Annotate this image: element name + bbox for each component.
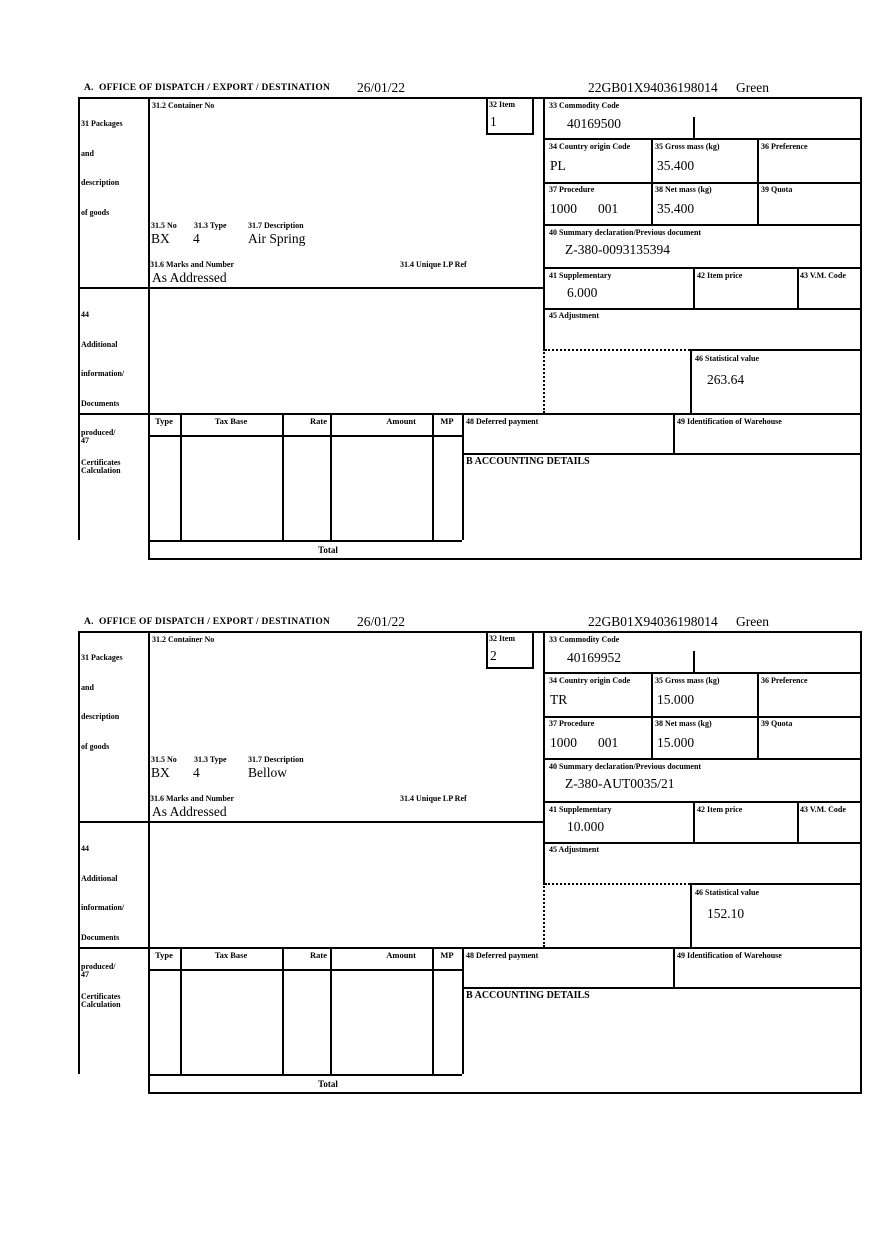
section-header: [78, 80, 862, 97]
label-line: 44: [81, 310, 89, 319]
marks-and-number-value: As Addressed: [152, 270, 227, 285]
box-35-gross-mass-label: 35 Gross mass (kg): [655, 676, 720, 685]
grid-line: [693, 801, 695, 842]
goods-description-value: Air Spring: [248, 231, 306, 246]
grid-line: [690, 349, 862, 351]
mrn-reference: 22GB01X94036198014: [588, 614, 718, 629]
box-49-warehouse-label: 49 Identification of Warehouse: [677, 951, 782, 960]
box-31-2-container-no-label: 31.2 Container No: [152, 101, 215, 110]
grid-line: [543, 631, 545, 883]
item-form: [78, 97, 862, 562]
box-34-country-origin-label: 34 Country origin Code: [549, 142, 631, 151]
mrn-reference: 22GB01X94036198014: [588, 80, 718, 95]
calc-col-rate: Rate: [310, 950, 327, 960]
commodity-code-value: 40169500: [567, 116, 621, 131]
box-46-statistical-value-label: 46 Statistical value: [695, 354, 759, 363]
grid-line: [543, 349, 545, 413]
calc-col-rate: Rate: [310, 416, 327, 426]
label-line: Additional: [81, 339, 118, 349]
grid-line: [545, 716, 862, 718]
grid-line: [690, 349, 692, 413]
label-line: 47: [81, 970, 89, 979]
box-31-packages-label: [81, 100, 123, 236]
box-32-item-label: 32 Item: [489, 100, 515, 109]
box-39-quota-label: 39 Quota: [761, 185, 793, 194]
label-line: Documents: [81, 398, 120, 408]
box-45-adjustment-label: 45 Adjustment: [549, 845, 600, 854]
procedure-value: 1000: [550, 735, 577, 750]
calc-col-mp: MP: [440, 416, 454, 426]
box-33-commodity-code-label: 33 Commodity Code: [549, 101, 620, 110]
grid-line: [860, 631, 862, 1094]
item-form: [78, 631, 862, 1096]
grid-line: [78, 631, 862, 633]
box-43-vm-code-label: 43 V.M. Code: [800, 805, 846, 814]
box-31-7-description-label: 31.7 Description: [248, 755, 304, 764]
grid-line: [462, 987, 862, 989]
box-47-calculation-label: [81, 951, 121, 1028]
grid-line: [693, 651, 695, 672]
grid-line: [462, 453, 862, 455]
grid-line: [78, 631, 80, 1074]
box-31-packages-label: [81, 634, 123, 770]
grid-line: [545, 267, 862, 269]
sad-item-section: [78, 80, 862, 562]
total-label: Total: [318, 1079, 338, 1089]
gross-mass-value: 15.000: [657, 692, 695, 707]
grid-line: [180, 947, 182, 1074]
grid-line: [486, 631, 488, 667]
grid-line: [545, 224, 862, 226]
country-origin-value: TR: [550, 692, 568, 707]
summary-declaration-value: Z-380-AUT0035/21: [565, 776, 675, 791]
procedure-2-value: 001: [598, 735, 619, 750]
grid-line: [148, 540, 462, 542]
box-39-quota-label: 39 Quota: [761, 719, 793, 728]
sad-item-section: [78, 614, 862, 1096]
calc-col-type: Type: [155, 416, 173, 426]
box-31-6-marks-label: 31.6 Marks and Number: [150, 794, 235, 803]
statistical-value: 263.64: [707, 372, 745, 387]
grid-line: [757, 672, 759, 758]
box-40-summary-declaration-label: 40 Summary declaration/Previous document: [549, 228, 702, 237]
label-line: Calculation: [81, 465, 121, 475]
label-line: 47: [81, 436, 89, 445]
grid-line: [486, 667, 534, 669]
grid-line: [486, 133, 534, 135]
box-47-calculation-label: [81, 417, 121, 494]
box-38-net-mass-label: 38 Net mass (kg): [655, 719, 712, 728]
grid-line: [432, 413, 434, 540]
office-of-dispatch-label: A. OFFICE OF DISPATCH / EXPORT / DESTINATION: [84, 617, 331, 627]
total-label: Total: [318, 545, 338, 555]
calc-col-amount: Amount: [386, 950, 416, 960]
label-line: of goods: [81, 207, 110, 217]
box-38-net-mass-label: 38 Net mass (kg): [655, 185, 712, 194]
box-49-warehouse-label: 49 Identification of Warehouse: [677, 417, 782, 426]
label-line: description: [81, 178, 120, 187]
grid-line: [797, 801, 799, 842]
box-32-item-label: 32 Item: [489, 634, 515, 643]
office-of-dispatch-label: A. OFFICE OF DISPATCH / EXPORT / DESTINATION: [84, 83, 331, 93]
routing-status: Green: [736, 614, 769, 629]
grid-line: [545, 801, 862, 803]
grid-line: [545, 138, 862, 140]
box-45-adjustment-label: 45 Adjustment: [549, 311, 600, 320]
label-line: information/: [81, 369, 125, 378]
grid-line: [78, 413, 862, 415]
calc-col-type: Type: [155, 950, 173, 960]
grid-line: [148, 1074, 462, 1076]
supplementary-value: 10.000: [567, 819, 605, 834]
grid-line: [545, 883, 690, 885]
supplementary-value: 6.000: [567, 285, 598, 300]
box-46-statistical-value-label: 46 Statistical value: [695, 888, 759, 897]
box-31-7-description-label: 31.7 Description: [248, 221, 304, 230]
grid-line: [180, 413, 182, 540]
label-line: 31 Packages: [81, 119, 123, 128]
box-42-item-price-label: 42 Item price: [697, 805, 743, 814]
box-40-summary-declaration-label: 40 Summary declaration/Previous document: [549, 762, 702, 771]
box-36-preference-label: 36 Preference: [761, 676, 808, 685]
box-48-deferred-payment-label: 48 Deferred payment: [466, 951, 539, 960]
package-no-value: BX: [151, 765, 170, 780]
grid-line: [651, 672, 653, 758]
label-line: 31 Packages: [81, 653, 123, 662]
calc-col-tax-base: Tax Base: [214, 950, 248, 960]
grid-line: [462, 413, 464, 540]
grid-line: [651, 138, 653, 224]
grid-line: [690, 883, 862, 885]
accounting-details-label: B ACCOUNTING DETAILS: [466, 990, 590, 1001]
grid-line: [860, 97, 862, 560]
grid-line: [282, 413, 284, 540]
box-31-6-marks-label: 31.6 Marks and Number: [150, 260, 235, 269]
grid-line: [78, 97, 80, 540]
box-43-vm-code-label: 43 V.M. Code: [800, 271, 846, 280]
label-line: of goods: [81, 741, 110, 751]
box-41-supplementary-label: 41 Supplementary: [549, 805, 612, 814]
box-31-3-type-label: 31.3 Type: [194, 221, 227, 230]
gross-mass-value: 35.400: [657, 158, 695, 173]
label-line: Additional: [81, 873, 118, 883]
routing-status: Green: [736, 80, 769, 95]
net-mass-value: 15.000: [657, 735, 695, 750]
grid-line: [545, 672, 862, 674]
grid-line: [545, 842, 862, 844]
grid-line: [543, 97, 545, 349]
calc-col-tax-base: Tax Base: [214, 416, 248, 426]
grid-line: [545, 349, 690, 351]
box-42-item-price-label: 42 Item price: [697, 271, 743, 280]
grid-line: [78, 97, 862, 99]
box-37-procedure-label: 37 Procedure: [549, 719, 595, 728]
grid-line: [532, 97, 534, 133]
label-line: Documents: [81, 932, 120, 942]
item-number-value: 1: [490, 114, 497, 129]
box-33-commodity-code-label: 33 Commodity Code: [549, 635, 620, 644]
box-31-5-no-label: 31.5 No: [151, 221, 177, 230]
package-type-value: 4: [193, 231, 200, 246]
grid-line: [693, 117, 695, 138]
marks-and-number-value: As Addressed: [152, 804, 227, 819]
grid-line: [673, 413, 675, 453]
label-line: produced/: [81, 962, 116, 971]
procedure-2-value: 001: [598, 201, 619, 216]
grid-line: [148, 97, 150, 560]
grid-line: [282, 947, 284, 1074]
grid-line: [148, 969, 462, 971]
procedure-value: 1000: [550, 201, 577, 216]
box-31-3-type-label: 31.3 Type: [194, 755, 227, 764]
grid-line: [797, 267, 799, 308]
label-line: Calculation: [81, 999, 121, 1009]
grid-line: [532, 631, 534, 667]
box-41-supplementary-label: 41 Supplementary: [549, 271, 612, 280]
calc-col-amount: Amount: [386, 416, 416, 426]
accounting-details-label: B ACCOUNTING DETAILS: [466, 456, 590, 467]
box-31-4-unique-lp-ref-label: 31.4 Unique LP Ref: [400, 794, 467, 803]
label-line: description: [81, 712, 120, 721]
box-31-5-no-label: 31.5 No: [151, 755, 177, 764]
label-line: Certificates: [81, 991, 121, 1001]
section-header: [78, 614, 862, 631]
box-37-procedure-label: 37 Procedure: [549, 185, 595, 194]
grid-line: [432, 947, 434, 1074]
grid-line: [486, 97, 488, 133]
package-no-value: BX: [151, 231, 170, 246]
grid-line: [148, 435, 462, 437]
label-line: Certificates: [81, 457, 121, 467]
grid-line: [148, 1092, 862, 1094]
grid-line: [330, 947, 332, 1074]
box-36-preference-label: 36 Preference: [761, 142, 808, 151]
grid-line: [690, 883, 692, 947]
label-line: and: [81, 682, 94, 692]
statistical-value: 152.10: [707, 906, 745, 921]
grid-line: [545, 182, 862, 184]
grid-line: [148, 631, 150, 1094]
grid-line: [462, 947, 464, 1074]
grid-line: [693, 267, 695, 308]
net-mass-value: 35.400: [657, 201, 695, 216]
box-31-4-unique-lp-ref-label: 31.4 Unique LP Ref: [400, 260, 467, 269]
label-line: produced/: [81, 428, 116, 437]
grid-line: [545, 758, 862, 760]
label-line: 44: [81, 844, 89, 853]
label-line: and: [81, 148, 94, 158]
grid-line: [673, 947, 675, 987]
box-48-deferred-payment-label: 48 Deferred payment: [466, 417, 539, 426]
grid-line: [148, 558, 862, 560]
country-origin-value: PL: [550, 158, 566, 173]
box-34-country-origin-label: 34 Country origin Code: [549, 676, 631, 685]
label-line: information/: [81, 903, 125, 912]
item-number-value: 2: [490, 648, 497, 663]
grid-line: [330, 413, 332, 540]
grid-line: [543, 883, 545, 947]
box-35-gross-mass-label: 35 Gross mass (kg): [655, 142, 720, 151]
goods-description-value: Bellow: [248, 765, 287, 780]
grid-line: [545, 308, 862, 310]
grid-line: [757, 138, 759, 224]
declaration-date: 26/01/22: [357, 614, 406, 629]
commodity-code-value: 40169952: [567, 650, 621, 665]
box-31-2-container-no-label: 31.2 Container No: [152, 635, 215, 644]
summary-declaration-value: Z-380-0093135394: [565, 242, 670, 257]
declaration-date: 26/01/22: [357, 80, 406, 95]
grid-line: [78, 947, 862, 949]
package-type-value: 4: [193, 765, 200, 780]
calc-col-mp: MP: [440, 950, 454, 960]
